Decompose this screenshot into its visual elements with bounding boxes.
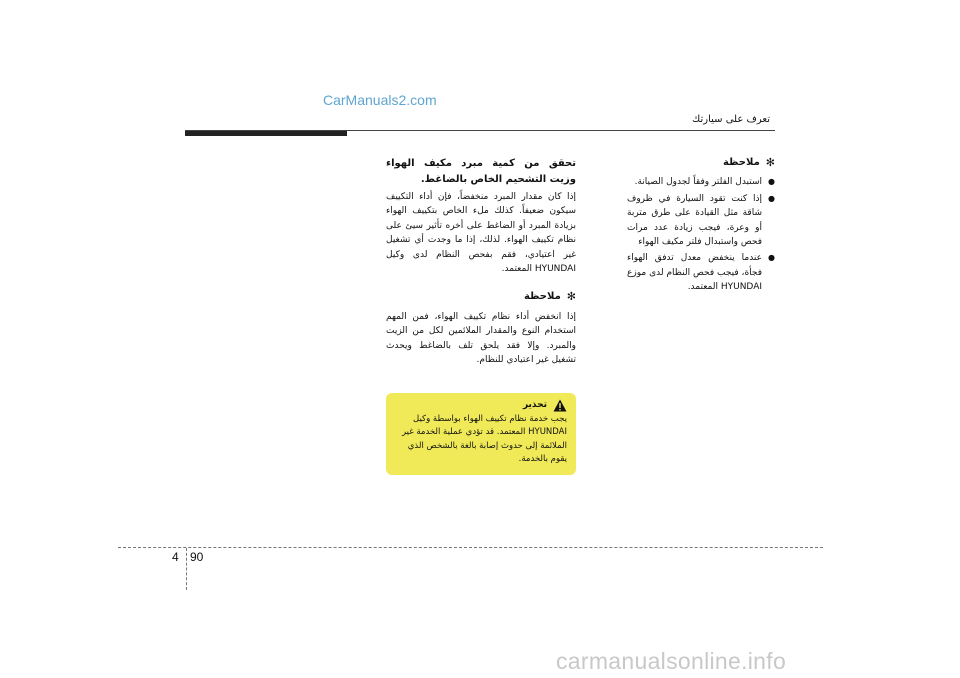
watermark-top: CarManuals2.com [323, 92, 437, 108]
note-star-icon: ✻ [765, 156, 775, 169]
right-column [627, 156, 775, 297]
watermark-bottom: carmanualsonline.info [556, 648, 787, 674]
warning-triangle-icon [553, 399, 567, 412]
section-body: إذا كان مقدار المبرد منخفضاً، فإن أداء التكييف سيكون ضعيفاً. كذلك ملء الخاص بتكييف الهواء بزيادة المبرد أو الضاغط على أخره تأثير سيئ على نظام تكييف الهواء. لذلك، إذا ما وجدت أي تشغيل غير اعتيادي، فقم بفحص النظام لدى وكيل HYUNDAI المعتمد. [386, 192, 576, 275]
warning-body: يجب خدمة نظام تكييف الهواء بواسطة وكيل HYUNDAI المعتمد. قد تؤدي عملية الخدمة غير الملائمة إلى حدوث إصابة بالغة بالشخص الذي يقوم بالخدمة. [401, 414, 567, 464]
footer-divider [186, 548, 187, 590]
footer-rule [118, 547, 823, 548]
note-body: إذا انخفض أداء نظام تكييف الهواء، فمن المهم استخدام النوع والمقدار الملائمين لكل من الزيت والمبرد. وإلا فقد يلحق تلف بالضاغط ويحدث تشغيل غير اعتيادي للنظام. [386, 311, 576, 366]
list-item [627, 175, 775, 189]
list-item [627, 251, 775, 294]
chapter-number: 4 [172, 550, 179, 564]
list-item-text: استبدل الفلتر وفقاً لجدول الصيانة. [634, 177, 763, 188]
note-heading-left [386, 290, 576, 304]
bullet-icon: ● [768, 193, 775, 203]
note-heading-label: ملاحظة [722, 157, 760, 168]
bullet-icon: ● [768, 177, 775, 187]
section-title: تحقق من كمية مبرد مكيف الهواء وزيت التشحيم الخاص بالضاغط. [386, 158, 576, 185]
bullet-icon: ● [768, 253, 775, 263]
page-header-title: تعرف على سيارتك [692, 114, 770, 125]
note-star-icon: ✻ [566, 290, 576, 304]
note-heading-label: ملاحظة [523, 291, 561, 303]
page-number: 90 [190, 550, 204, 564]
warning-box [386, 393, 576, 475]
list-item-text: عندما ينخفض معدل تدفق الهواء فجأة، فيجب فحص النظام لدى موزع HYUNDAI المعتمد. [627, 253, 763, 293]
warning-heading [395, 399, 567, 412]
note-heading-right [627, 156, 775, 170]
warning-heading-label: تحذير [522, 400, 547, 410]
list-item [627, 192, 775, 250]
list-item-text: إذا كنت تقود السيارة في ظروف شاقة مثل القيادة على طرق متربة أو وعرة، فيجب زيادة عدد مرات فحص واستبدال فلتر مكيف الهواء [627, 193, 763, 248]
left-column [386, 156, 576, 367]
header-bar [185, 131, 347, 136]
